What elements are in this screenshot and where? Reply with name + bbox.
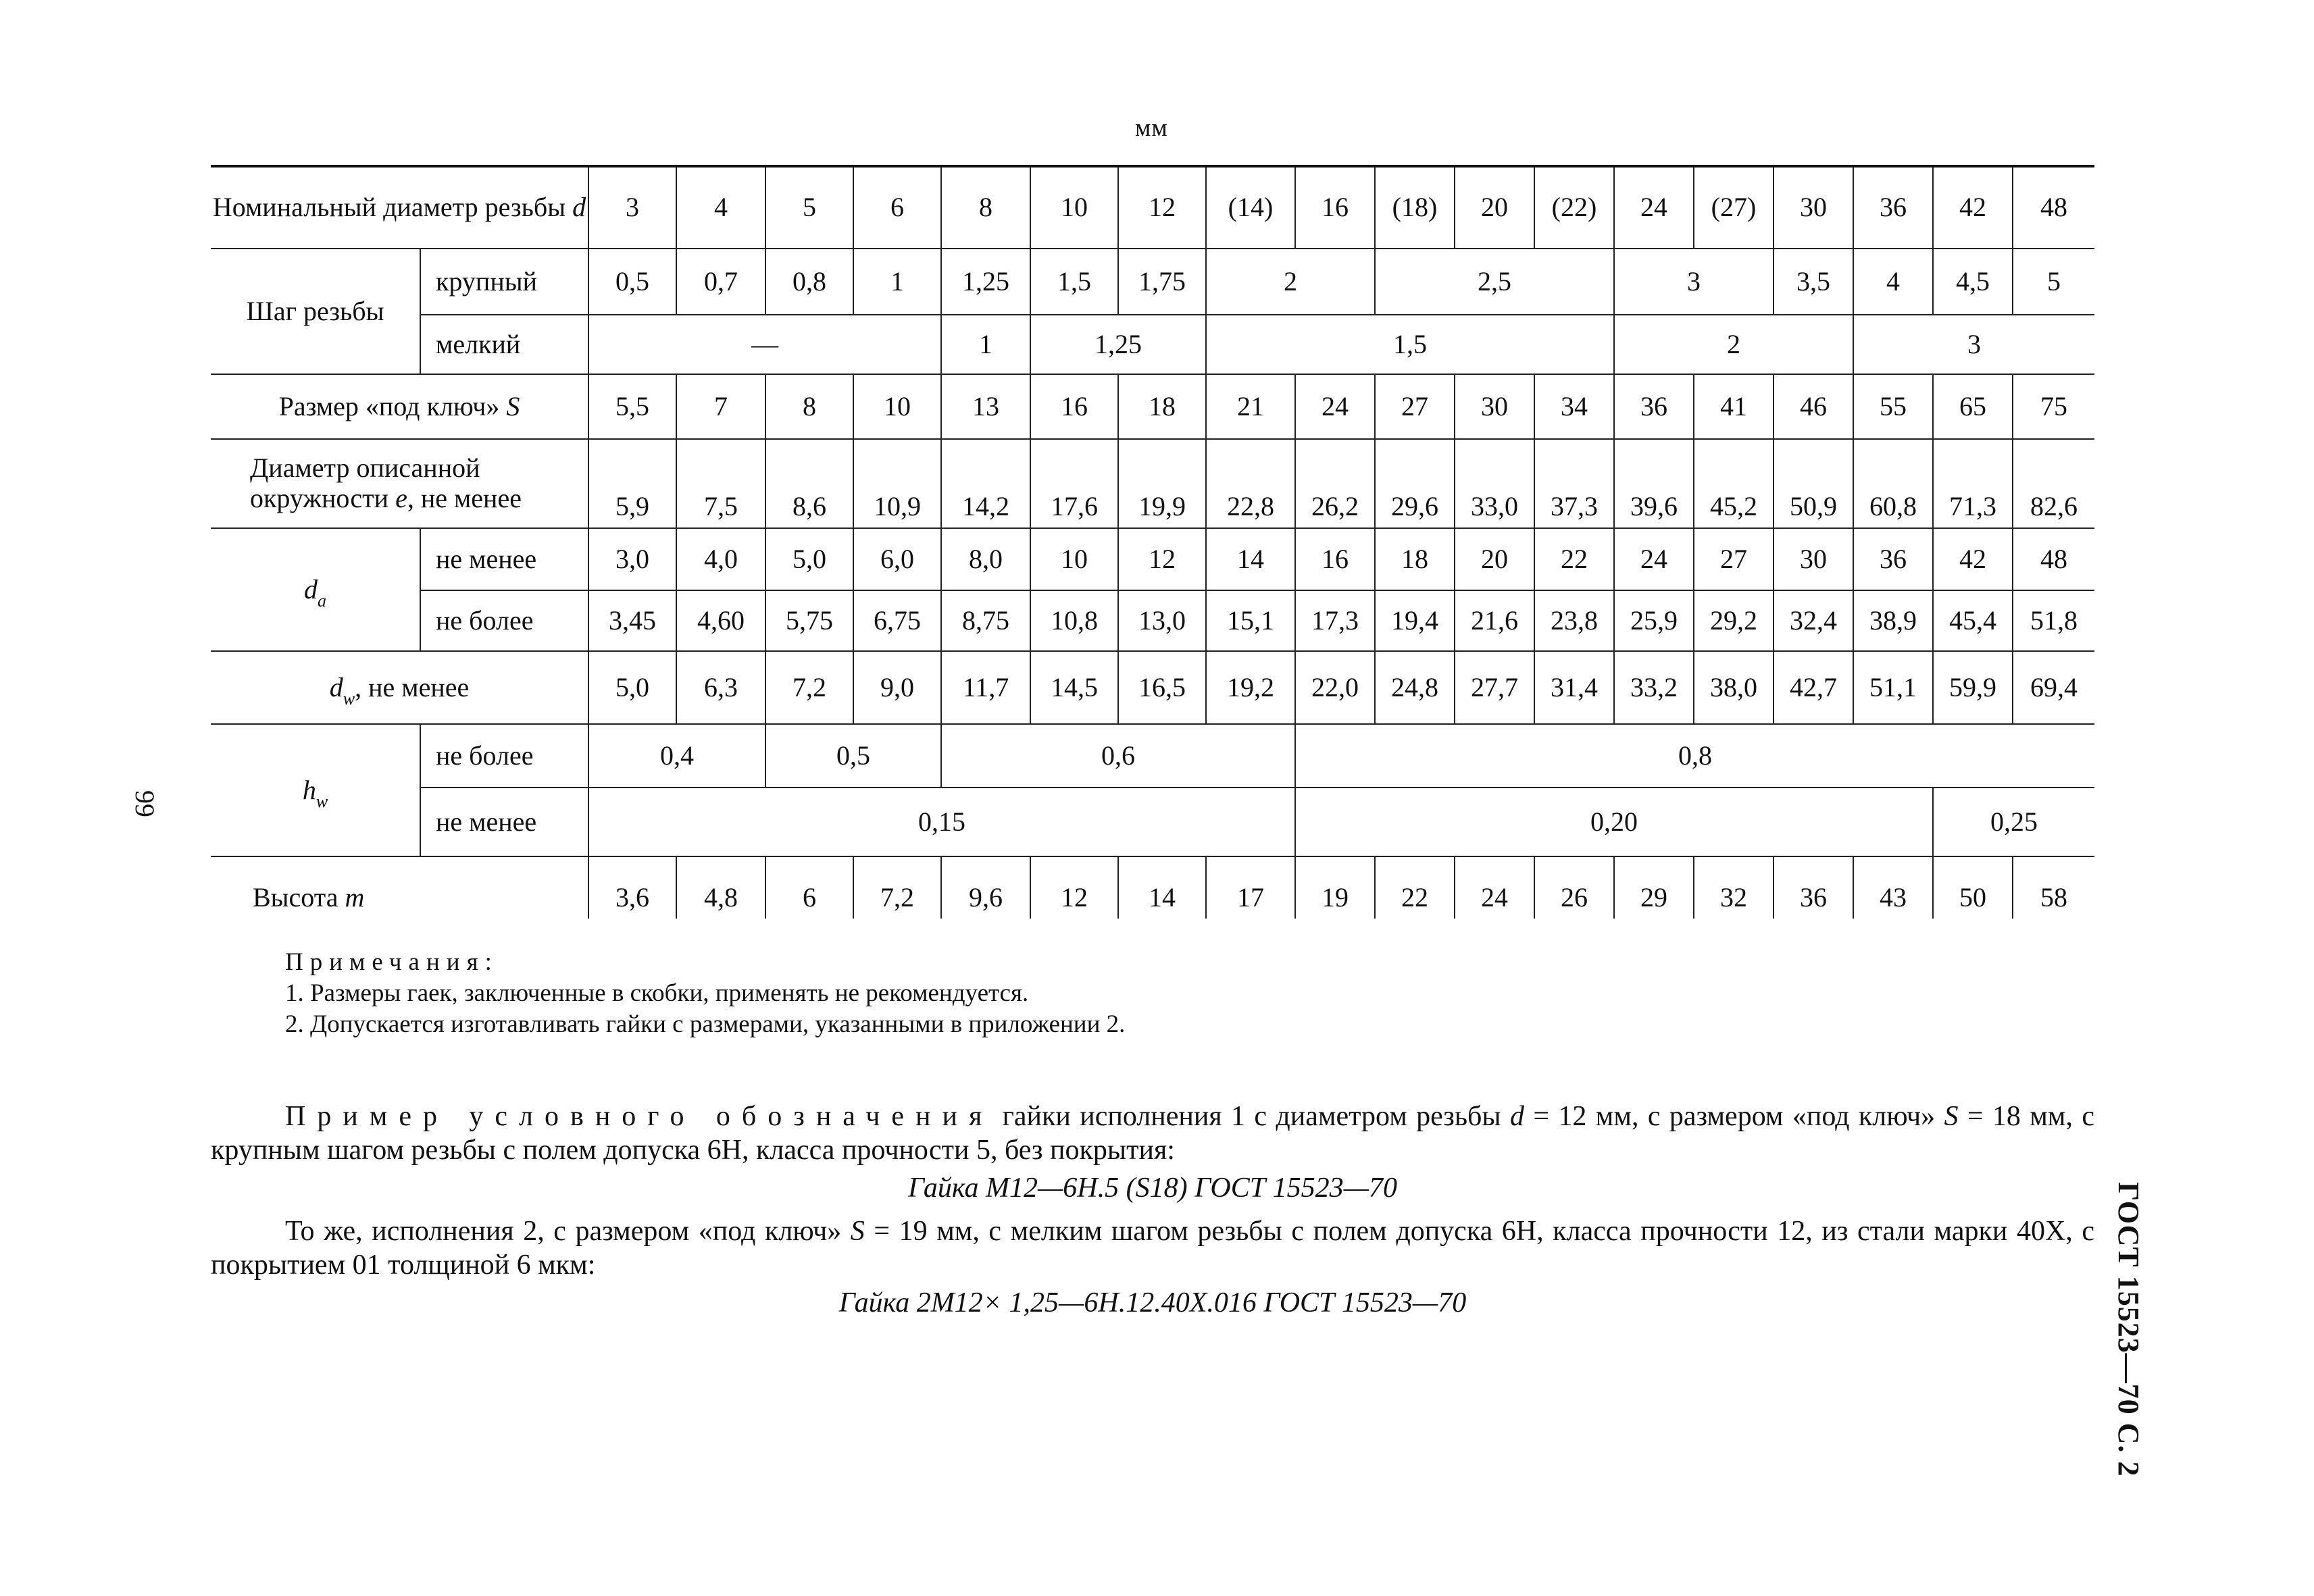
height-cell: 12 xyxy=(1030,856,1118,919)
dw-cell: 38,0 xyxy=(1694,651,1774,724)
circumscribed-cell: 60,8 xyxy=(1853,439,1933,528)
dw-cell: 19,2 xyxy=(1206,651,1295,724)
circumscribed-cell: 39,6 xyxy=(1614,439,1694,528)
da-max-cell: 13,0 xyxy=(1118,590,1206,651)
hw-min-cell: 0,20 xyxy=(1295,788,1933,856)
circumscribed-cell: 82,6 xyxy=(2013,439,2094,528)
da-max-cell: 5,75 xyxy=(765,590,853,651)
standard-side-title: ГОСТ 15523—70 С. 2 xyxy=(2112,1182,2145,1477)
da-min-cell: 3,0 xyxy=(588,528,676,590)
dw-cell: 24,8 xyxy=(1375,651,1455,724)
coarse-cell: 5 xyxy=(2013,249,2094,315)
wrench-cell: 34 xyxy=(1534,374,1614,439)
hw-min-label: не менее xyxy=(420,788,588,856)
circumscribed-cell: 29,6 xyxy=(1375,439,1455,528)
height-cell: 43 xyxy=(1853,856,1933,919)
row-pitch-fine xyxy=(211,315,2094,374)
wrench-cell: 18 xyxy=(1118,374,1206,439)
coarse-cell: 0,7 xyxy=(676,249,765,315)
circumscribed-cell: 14,2 xyxy=(941,439,1030,528)
diameter-cell: 20 xyxy=(1455,166,1534,249)
height-cell: 3,6 xyxy=(588,856,676,919)
notes-block xyxy=(285,947,1125,1040)
coarse-cell: 1,75 xyxy=(1118,249,1206,315)
fine-cell: 1 xyxy=(941,315,1030,374)
circumscribed-cell: 26,2 xyxy=(1295,439,1375,528)
da-max-cell: 8,75 xyxy=(941,590,1030,651)
coarse-cell: 3 xyxy=(1614,249,1774,315)
fine-cell: 1,25 xyxy=(1030,315,1206,374)
designation-2: Гайка 2М12× 1,25—6Н.12.40Х.016 ГОСТ 15523—70 xyxy=(838,1287,1467,1318)
height-cell: 29 xyxy=(1614,856,1694,919)
example-paragraph-1: Пример условного обозначения гайки исполнения 1 с диаметром резьбы d = 12 мм, с размером «под ключ» S = 18 мм, с крупным шагом резьбы с полем допуска 6Н, класса прочности 5, без покрытия: xyxy=(211,1101,2094,1166)
height-cell: 26 xyxy=(1534,856,1614,919)
page-number: 99 xyxy=(130,790,160,817)
row-height xyxy=(211,856,2094,919)
da-max-cell: 17,3 xyxy=(1295,590,1375,651)
dw-cell: 33,2 xyxy=(1614,651,1694,724)
coarse-cell: 1,5 xyxy=(1030,249,1118,315)
dw-cell: 51,1 xyxy=(1853,651,1933,724)
diameter-cell: 42 xyxy=(1933,166,2013,249)
da-max-cell: 51,8 xyxy=(2013,590,2094,651)
row-dw xyxy=(211,651,2094,724)
coarse-cell: 4,5 xyxy=(1933,249,2013,315)
circumscribed-cell: 8,6 xyxy=(765,439,853,528)
da-max-cell: 25,9 xyxy=(1614,590,1694,651)
da-max-cell: 29,2 xyxy=(1694,590,1774,651)
wrench-cell: 24 xyxy=(1295,374,1375,439)
hw-max-label: не более xyxy=(420,724,588,788)
row-da-min xyxy=(211,528,2094,590)
wrench-cell: 16 xyxy=(1030,374,1118,439)
diameter-cell: 24 xyxy=(1614,166,1694,249)
wrench-cell: 27 xyxy=(1375,374,1455,439)
wrench-cell: 65 xyxy=(1933,374,2013,439)
row-circumscribed-diameter xyxy=(211,439,2094,528)
da-max-cell: 38,9 xyxy=(1853,590,1933,651)
wrench-cell: 41 xyxy=(1694,374,1774,439)
diameter-cell: (18) xyxy=(1375,166,1455,249)
note-item: 2. Допускается изготавливать гайки с размерами, указанными в приложении 2. xyxy=(285,1010,1126,1038)
height-cell: 17 xyxy=(1206,856,1295,919)
wrench-cell: 55 xyxy=(1853,374,1933,439)
dimensions-table xyxy=(211,165,2094,919)
example-paragraph-2: То же, исполнения 2, с размером «под ключ» S = 19 мм, с мелким шагом резьбы с полем допуска 6Н, класса прочности 12, из стали марки 40Х, с покрытием 01 толщиной 6 мкм: xyxy=(211,1216,2094,1281)
coarse-cell: 1,25 xyxy=(941,249,1030,315)
da-min-label: не менее xyxy=(420,528,588,590)
diameter-cell: 16 xyxy=(1295,166,1375,249)
diameter-cell: 12 xyxy=(1118,166,1206,249)
coarse-label: крупный xyxy=(420,249,588,315)
wrench-cell: 21 xyxy=(1206,374,1295,439)
row-wrench-size xyxy=(211,374,2094,439)
fine-cell: 3 xyxy=(1853,315,2094,374)
dw-cell: 9,0 xyxy=(853,651,941,724)
units-label: мм xyxy=(1135,114,1168,142)
notes-title: Примечания: xyxy=(285,948,499,976)
diameter-cell: 3 xyxy=(588,166,676,249)
dw-cell: 59,9 xyxy=(1933,651,2013,724)
da-max-cell: 4,60 xyxy=(676,590,765,651)
da-max-cell: 23,8 xyxy=(1534,590,1614,651)
wrench-cell: 36 xyxy=(1614,374,1694,439)
dw-cell: 7,2 xyxy=(765,651,853,724)
da-max-cell: 32,4 xyxy=(1774,590,1853,651)
da-min-cell: 6,0 xyxy=(853,528,941,590)
designation-1: Гайка М12—6Н.5 (S18) ГОСТ 15523—70 xyxy=(908,1173,1397,1204)
diameter-cell: 36 xyxy=(1853,166,1933,249)
da-min-cell: 24 xyxy=(1614,528,1694,590)
hw-max-cell: 0,6 xyxy=(941,724,1295,788)
wrench-cell: 13 xyxy=(941,374,1030,439)
dw-label: $d_w$, не менее xyxy=(211,651,588,724)
height-cell: 22 xyxy=(1375,856,1455,919)
da-max-cell: 6,75 xyxy=(853,590,941,651)
circumscribed-cell: 71,3 xyxy=(1933,439,2013,528)
da-min-cell: 16 xyxy=(1295,528,1375,590)
dw-cell: 6,3 xyxy=(676,651,765,724)
da-min-cell: 8,0 xyxy=(941,528,1030,590)
da-max-cell: 45,4 xyxy=(1933,590,2013,651)
circumscribed-label: Диаметр описанной окружности e, не менее xyxy=(211,439,588,528)
row-da-max xyxy=(211,590,2094,651)
example-heading: Пример условного обозначения xyxy=(285,1101,994,1132)
circumscribed-cell: 17,6 xyxy=(1030,439,1118,528)
height-cell: 6 xyxy=(765,856,853,919)
coarse-cell: 4 xyxy=(1853,249,1933,315)
coarse-cell: 1 xyxy=(853,249,941,315)
da-max-cell: 10,8 xyxy=(1030,590,1118,651)
wrench-cell: 5,5 xyxy=(588,374,676,439)
height-cell: 9,6 xyxy=(941,856,1030,919)
height-label: Высота m xyxy=(211,856,588,919)
da-max-cell: 19,4 xyxy=(1375,590,1455,651)
circumscribed-cell: 5,9 xyxy=(588,439,676,528)
hw-label: $h_w$ xyxy=(211,724,420,856)
da-min-cell: 48 xyxy=(2013,528,2094,590)
wrench-cell: 10 xyxy=(853,374,941,439)
diameter-cell: 4 xyxy=(676,166,765,249)
hw-min-cell: 0,15 xyxy=(588,788,1295,856)
height-cell: 58 xyxy=(2013,856,2094,919)
height-cell: 4,8 xyxy=(676,856,765,919)
height-cell: 14 xyxy=(1118,856,1206,919)
wrench-label: Размер «под ключ» S xyxy=(211,374,588,439)
dw-cell: 31,4 xyxy=(1534,651,1614,724)
hw-min-cell: 0,25 xyxy=(1933,788,2094,856)
pitch-label: Шаг резьбы xyxy=(211,249,420,374)
dw-cell: 14,5 xyxy=(1030,651,1118,724)
diameter-cell: 8 xyxy=(941,166,1030,249)
dw-cell: 27,7 xyxy=(1455,651,1534,724)
diameter-cell: 6 xyxy=(853,166,941,249)
da-label: $d_a$ xyxy=(211,528,420,651)
height-cell: 7,2 xyxy=(853,856,941,919)
designation-example xyxy=(211,1100,2094,1329)
coarse-cell: 0,5 xyxy=(588,249,676,315)
diameter-cell: 30 xyxy=(1774,166,1853,249)
height-cell: 32 xyxy=(1694,856,1774,919)
da-max-cell: 3,45 xyxy=(588,590,676,651)
fine-cell: 2 xyxy=(1614,315,1853,374)
height-cell: 50 xyxy=(1933,856,2013,919)
da-min-cell: 12 xyxy=(1118,528,1206,590)
circumscribed-cell: 10,9 xyxy=(853,439,941,528)
da-min-cell: 4,0 xyxy=(676,528,765,590)
height-cell: 24 xyxy=(1455,856,1534,919)
da-min-cell: 14 xyxy=(1206,528,1295,590)
circumscribed-cell: 22,8 xyxy=(1206,439,1295,528)
da-max-label: не более xyxy=(420,590,588,651)
row-diameter xyxy=(211,166,2094,249)
da-min-cell: 10 xyxy=(1030,528,1118,590)
wrench-cell: 46 xyxy=(1774,374,1853,439)
hw-max-cell: 0,4 xyxy=(588,724,765,788)
diameter-cell: (22) xyxy=(1534,166,1614,249)
dw-cell: 11,7 xyxy=(941,651,1030,724)
height-cell: 36 xyxy=(1774,856,1853,919)
note-item: 1. Размеры гаек, заключенные в скобки, применять не рекомендуется. xyxy=(285,979,1029,1007)
dw-cell: 16,5 xyxy=(1118,651,1206,724)
da-min-cell: 36 xyxy=(1853,528,1933,590)
wrench-cell: 8 xyxy=(765,374,853,439)
diameter-cell: 10 xyxy=(1030,166,1118,249)
row-pitch-coarse xyxy=(211,249,2094,315)
circumscribed-cell: 33,0 xyxy=(1455,439,1534,528)
dw-cell: 69,4 xyxy=(2013,651,2094,724)
wrench-cell: 7 xyxy=(676,374,765,439)
coarse-cell: 3,5 xyxy=(1774,249,1853,315)
circumscribed-cell: 45,2 xyxy=(1694,439,1774,528)
diameter-cell: (14) xyxy=(1206,166,1295,249)
da-min-cell: 18 xyxy=(1375,528,1455,590)
da-min-cell: 30 xyxy=(1774,528,1853,590)
coarse-cell: 2 xyxy=(1206,249,1375,315)
da-min-cell: 42 xyxy=(1933,528,2013,590)
diameter-label: Номинальный диаметр резьбы d xyxy=(211,166,588,249)
wrench-cell: 30 xyxy=(1455,374,1534,439)
wrench-cell: 75 xyxy=(2013,374,2094,439)
fine-label: мелкий xyxy=(420,315,588,374)
circumscribed-cell: 7,5 xyxy=(676,439,765,528)
diameter-cell: (27) xyxy=(1694,166,1774,249)
da-max-cell: 21,6 xyxy=(1455,590,1534,651)
fine-cell: — xyxy=(588,315,941,374)
row-hw-max xyxy=(211,724,2094,788)
da-min-cell: 27 xyxy=(1694,528,1774,590)
hw-max-cell: 0,8 xyxy=(1295,724,2094,788)
dw-cell: 42,7 xyxy=(1774,651,1853,724)
da-min-cell: 22 xyxy=(1534,528,1614,590)
circumscribed-cell: 37,3 xyxy=(1534,439,1614,528)
da-min-cell: 5,0 xyxy=(765,528,853,590)
coarse-cell: 0,8 xyxy=(765,249,853,315)
da-max-cell: 15,1 xyxy=(1206,590,1295,651)
row-hw-min xyxy=(211,788,2094,856)
dw-cell: 5,0 xyxy=(588,651,676,724)
dw-cell: 22,0 xyxy=(1295,651,1375,724)
diameter-cell: 48 xyxy=(2013,166,2094,249)
diameter-cell: 5 xyxy=(765,166,853,249)
height-cell: 19 xyxy=(1295,856,1375,919)
circumscribed-cell: 19,9 xyxy=(1118,439,1206,528)
hw-max-cell: 0,5 xyxy=(765,724,941,788)
da-min-cell: 20 xyxy=(1455,528,1534,590)
fine-cell: 1,5 xyxy=(1206,315,1614,374)
coarse-cell: 2,5 xyxy=(1375,249,1614,315)
circumscribed-cell: 50,9 xyxy=(1774,439,1853,528)
